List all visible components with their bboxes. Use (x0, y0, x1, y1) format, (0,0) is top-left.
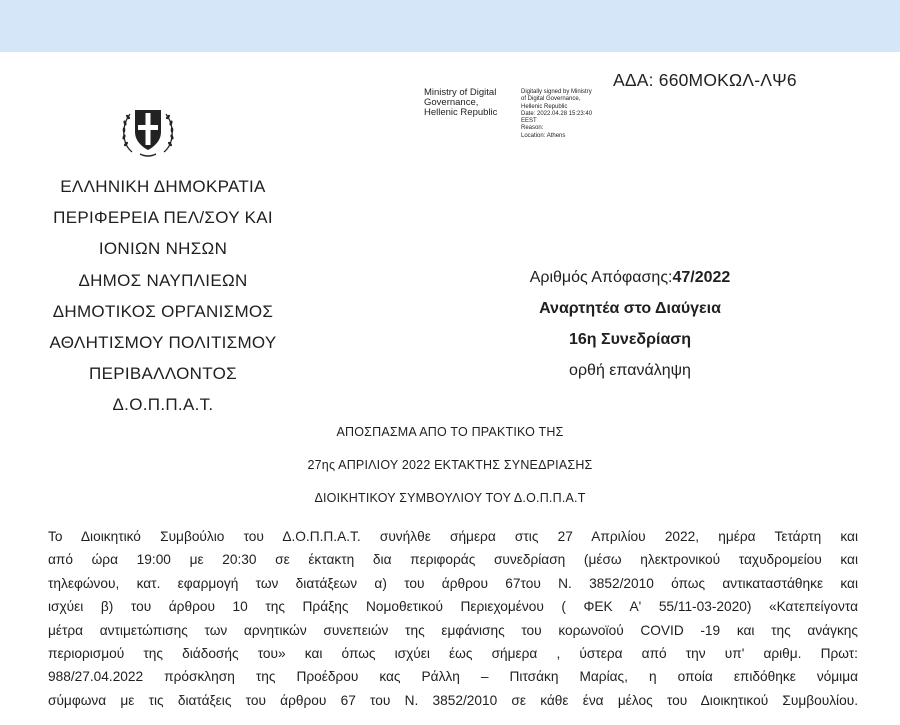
viewer-top-bar (0, 0, 900, 52)
issuer-line: ΠΕΡΙΒΑΛΛΟΝΤΟΣ (89, 364, 237, 384)
issuer-line: ΕΛΛΗΝΙΚΗ ΔΗΜΟΚΡΑΤΙΑ (60, 177, 266, 196)
body-paragraph (48, 525, 858, 712)
issuer-block (22, 171, 304, 421)
heading-line: ΔΙΟΙΚΗΤΙΚΟΥ ΣΥΜΒΟΥΛΙΟΥ ΤΟΥ Δ.Ο.Π.Π.Α.Τ (314, 491, 586, 505)
signature-details: Digitally signed by Ministry of Digital Governance, Hellenic Republic Date: 2022.04.28 15:23:40 EEST Reason: Location: Athens (521, 89, 593, 139)
body-line: 988/27.04.2022 πρόσκληση της Προέδρου κας Ράλλη – Πιτσάκη Μαρίας, η οποία επιδόθηκε νόμιμα (48, 669, 858, 685)
signature-organization: Ministry of Digital Governance, Hellenic Republic (424, 87, 498, 118)
issuer-line: Δ.Ο.Π.Π.Α.Τ. (112, 395, 214, 415)
heading-line: 27ης ΑΠΡΙΛΙΟΥ 2022 ΕΚΤΑΚΤΗΣ ΣΥΝΕΔΡΙΑΣΗΣ (307, 458, 593, 472)
heading-line: ΑΠΟΣΠΑΣΜΑ ΑΠΟ ΤΟ ΠΡΑΚΤΙΚΟ ΤΗΣ (336, 425, 564, 439)
body-line: περιορισμού της διάδοσής του» και όπως ισχύει έως σήμερα , ύστερα από την υπ' αριθμ. Πρωτ: (48, 645, 858, 661)
hellenic-emblem-icon (118, 100, 178, 162)
issuer-line: ΔΗΜΟΤΙΚΟΣ ΟΡΓΑΝΙΣΜΟΣ (52, 301, 274, 321)
body-line: από ώρα 19:00 με 20:30 σε έκτακτη δια περιφοράς συνεδρίαση (μέσω ηλεκτρονικού ταχυδρομείου και (48, 552, 858, 568)
body-line: μέτρα αντιμετώπισης των αρνητικών συνεπειών της εμφάνισης του κορωνοϊού COVID -19 και της ανάγκης (48, 622, 858, 638)
extract-headings (0, 420, 900, 519)
body-line: ισχύει β) του άρθρου 10 της Πράξης Νομοθετικού Περιεχομένου ( ΦΕΚ Α' 55/11-03-2020) «Κατεπείγοντα (48, 599, 858, 615)
issuer-line: ΙΟΝΙΩΝ ΝΗΣΩΝ (98, 239, 228, 259)
decision-number: Αριθμός Απόφασης:47/2022 (529, 269, 731, 286)
issuer-line: ΠΕΡΙΦΕΡΕΙΑ ΠΕΛ/ΣΟΥ ΚΑΙ (53, 208, 273, 228)
decision-publish: Αναρτητέα στο Διαύγεια (539, 300, 721, 317)
decision-block (505, 262, 755, 386)
body-line: Το Διοικητικό Συμβούλιο του Δ.Ο.Π.Π.Α.Τ. συνήλθε σήμερα στις 27 Απριλίου 2022, ημέρα Τετάρτη και (48, 529, 858, 544)
decision-session: 16η Συνεδρίαση (568, 331, 692, 348)
issuer-line: ΔΗΜΟΣ ΝΑΥΠΛΙΕΩΝ (78, 270, 248, 290)
decision-repeat: ορθή επανάληψη (569, 362, 691, 379)
issuer-line: ΑΘΛΗΤΙΣΜΟΥ ΠΟΛΙΤΙΣΜΟΥ (49, 333, 277, 353)
ada-code: ΑΔΑ: 660ΜΟΚΩΛ-ΛΨ6 (613, 70, 797, 90)
body-line: σύμφωνα με τις διατάξεις του άρθρου 67 του Ν. 3852/2010 σε κάθε ένα μέλος του Διοικητικού Συμβουλίου. (48, 692, 858, 708)
body-line: τηλεφώνου, κατ. εφαρμογή των διατάξεων α) του άρθρου 67του Ν. 3852/2010 όπως αντικαταστάθηκε και (48, 575, 858, 591)
